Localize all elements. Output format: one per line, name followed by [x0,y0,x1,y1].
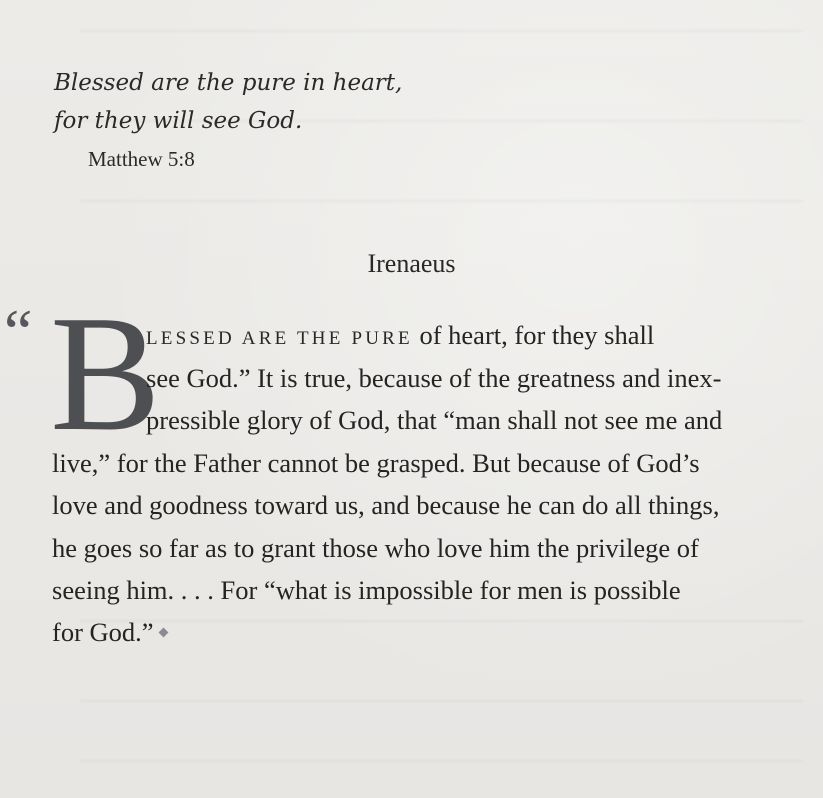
quote-line: live,” for the Father cannot be grasped. But because of God’s [52,448,700,478]
quote-line [146,320,654,354]
quote-line: seeing him. . . . For “what is impossible for men is possible [52,575,681,605]
quote-line: love and goodness toward us, and because he can do all things, [52,490,720,520]
scripture-citation: Matthew 5:8 [88,147,195,171]
bleed-through-line [80,620,803,622]
bleed-through-line [80,760,803,762]
epigraph-line: Blessed are the pure in heart, [54,70,403,96]
drop-cap: B [50,281,161,465]
quote-line: see God.” It is true, because of the greatness and inex- [146,363,722,393]
bleed-through-line [80,200,803,202]
quote-line-text: of heart, for they shall [419,320,655,350]
end-ornament-icon [158,628,168,638]
quote-line-text: for God.” [52,617,154,647]
bleed-through-line [80,700,803,702]
bleed-through-line [80,30,803,32]
quote-line [52,617,167,647]
opening-quote-mark: “ [4,296,33,367]
quote-line: pressible glory of God, that “man shall not see me and [146,405,723,435]
epigraph-line: for they will see God. [54,108,303,134]
author-heading: Irenaeus [367,249,456,278]
epigraph [54,64,402,140]
small-caps-lead: LESSED ARE THE PURE [146,328,413,349]
quote-line: he goes so far as to grant those who love him the privilege of [52,533,699,563]
